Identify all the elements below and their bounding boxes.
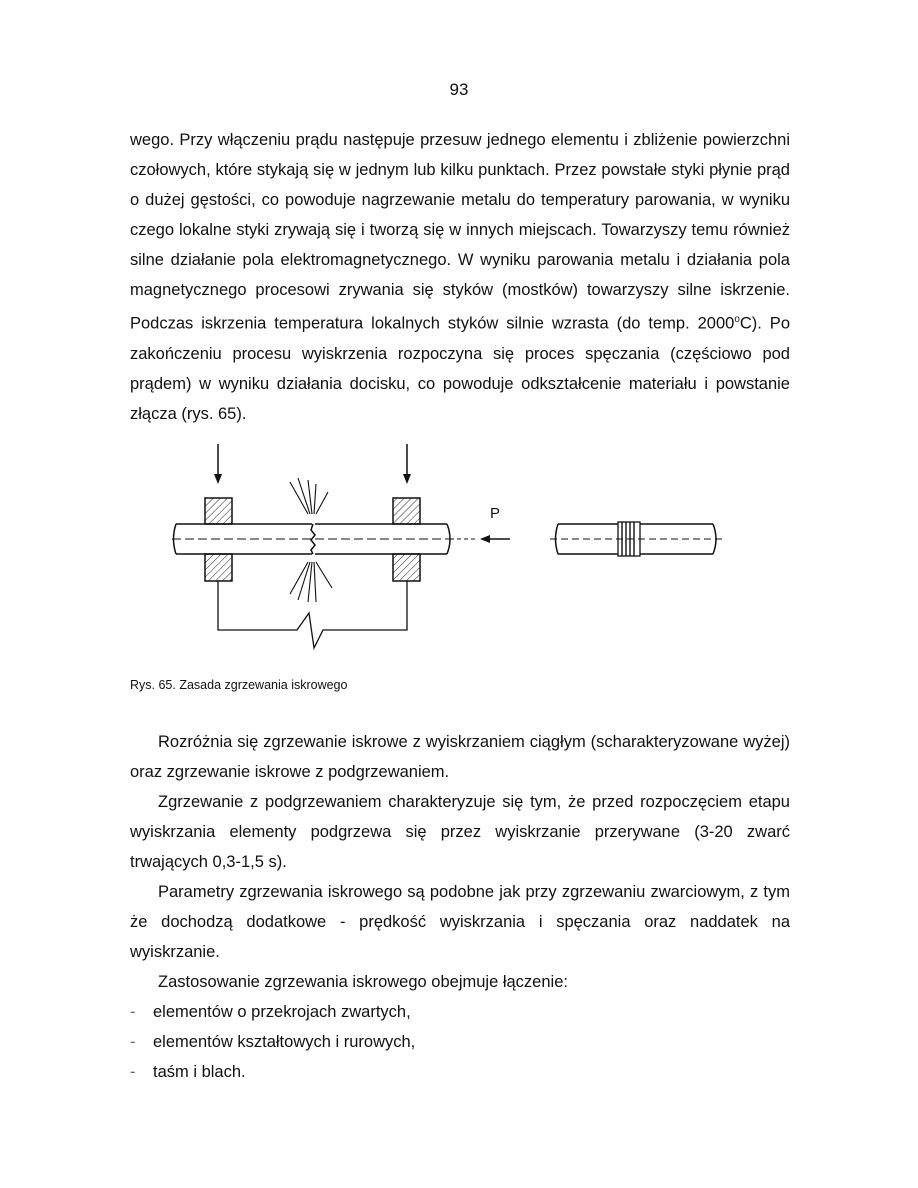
list-bullet: - (130, 1063, 136, 1081)
paragraph-4: Parametry zgrzewania iskrowego są podobne jak przy zgrzewaniu zwarciowym, z tym że dochodzą dodatkowe - prędkość wyiskrzania i spęczania oraz naddatek na wyiskrzanie. (130, 883, 790, 961)
list-bullet: - (130, 1033, 136, 1051)
application-list (130, 997, 790, 1087)
clamp-bottom-right (393, 554, 420, 581)
clamp-top-left (205, 498, 232, 524)
clamp-top-right (393, 498, 420, 524)
paragraph-2: Rozróżnia się zgrzewanie iskrowe z wyiskrzaniem ciągłym (scharakteryzowane wyżej) oraz zgrzewanie iskrowe z podgrzewaniem. (130, 733, 790, 781)
list-item-text: elementów o przekrojach zwartych, (153, 1003, 411, 1021)
force-arrow-left (214, 444, 222, 484)
list-item (130, 1057, 790, 1087)
paragraph-3: Zgrzewanie z podgrzewaniem charakteryzuje się tym, że przed rozpoczęciem etapu wyiskrzania elementy podgrzewa się przez wyiskrzanie przerywane (3-20 zwarć trwających 0,3-1,5 s). (130, 793, 790, 871)
figure-caption: Rys. 65. Zasada zgrzewania iskrowego (130, 678, 348, 692)
flash-welding-figure (160, 438, 740, 658)
list-item (130, 1027, 790, 1057)
degree-sign: o (734, 314, 740, 325)
sparks-top-icon (290, 478, 328, 514)
paragraph-1-end: C). Po zakończeniu procesu wyiskrzenia rozpoczyna się proces spęczania (częściowo pod prądem) w wyniku działania docisku, co powoduje odkształcenie materiału i powstanie złącza (rys. 65). (130, 314, 790, 423)
list-item (130, 997, 790, 1027)
joint-contact (311, 524, 315, 554)
force-label: P (490, 505, 501, 522)
list-item-text: taśm i blach. (153, 1063, 246, 1081)
paragraph-5: Zastosowanie zgrzewania iskrowego obejmuje łączenie: (158, 973, 568, 991)
list-item-text: elementów kształtowych i rurowych, (153, 1033, 416, 1051)
welded-joint (550, 522, 726, 556)
sparks-bottom-icon (290, 562, 332, 602)
page-number: 93 (449, 80, 469, 99)
clamp-bottom-left (205, 554, 232, 581)
list-bullet: - (130, 1003, 136, 1021)
force-arrow-right (403, 444, 411, 484)
paragraph-1 (130, 125, 790, 429)
power-circuit (218, 581, 407, 648)
force-p-arrow (450, 535, 510, 543)
paragraph-1-text: wego. Przy włączeniu prądu następuje przesuw jednego elementu i zbliżenie powierzchni czołowych, które stykają się w jednym lub kilku punktach. Przez powstałe styki płynie prąd o dużej gęstości, co powoduje nagrzewanie metalu do temperatury parowania, w wyniku czego lokalne styki zrywają się i tworzą się w innych miejscach. Towarzyszy temu również silne działanie pola elektromagnetycznego. W wyniku parowania metalu i działania pola magnetycznego procesowi zrywania się styków (mostków) towarzyszy silne iskrzenie. Podczas iskrzenia temperatura lokalnych styków silnie wzrasta (do temp. 2000 (130, 131, 790, 333)
flash-welding-diagram (160, 438, 740, 653)
